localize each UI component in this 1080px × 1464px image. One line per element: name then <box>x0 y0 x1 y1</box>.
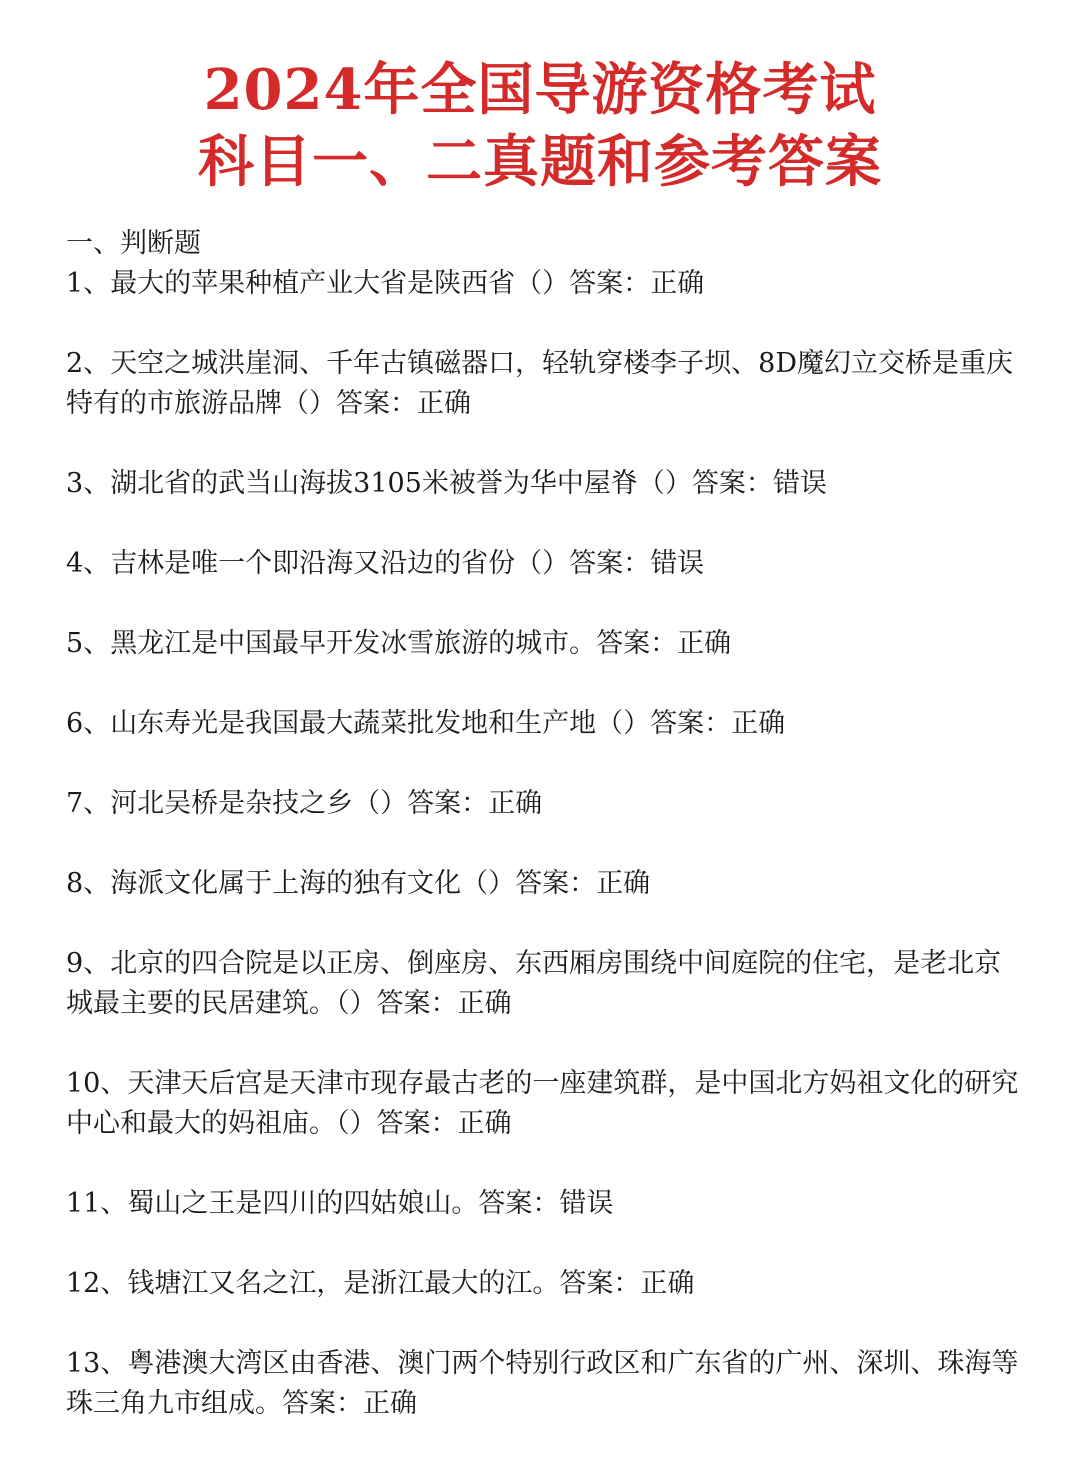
question-list <box>66 264 1026 1424</box>
document-body <box>66 224 1026 1464</box>
question-number: 4、 <box>66 548 111 579</box>
page-title-line1: 2024年全国导游资格考试 <box>203 57 877 123</box>
answer-value: 错误 <box>559 1188 614 1219</box>
question-text: 山东寿光是我国最大蔬菜批发地和生产地（） <box>110 708 651 739</box>
answer-label: 答案： <box>691 468 773 499</box>
answer-label: 答案： <box>515 868 597 899</box>
question-number: 7、 <box>66 788 111 819</box>
question-number: 5、 <box>66 628 111 659</box>
answer-value: 正确 <box>640 1268 695 1299</box>
question-item-3 <box>66 464 1026 504</box>
answer-label: 答案： <box>569 268 651 299</box>
question-item-13 <box>66 1344 1026 1424</box>
question-text: 吉林是唯一个即沿海又沿边的省份（） <box>110 548 570 579</box>
answer-value: 错误 <box>772 468 827 499</box>
question-number: 12、 <box>66 1268 128 1299</box>
answer-label: 答案： <box>559 1268 641 1299</box>
question-item-7 <box>66 784 1026 824</box>
answer-label: 答案： <box>596 628 678 659</box>
answer-value: 正确 <box>488 788 543 819</box>
question-item-9 <box>66 944 1026 1024</box>
question-text: 湖北省的武当山海拔3105米被誉为华中屋脊（） <box>110 468 692 499</box>
answer-value: 正确 <box>731 708 786 739</box>
answer-label: 答案： <box>478 1188 560 1219</box>
question-number: 9、 <box>66 948 111 979</box>
answer-label: 答案： <box>407 788 489 819</box>
answer-label: 答案： <box>282 1388 363 1419</box>
answer-value: 正确 <box>457 988 512 1019</box>
answer-value: 正确 <box>417 388 471 419</box>
answer-value: 错误 <box>650 548 705 579</box>
section-heading: 一、判断题 <box>66 228 201 259</box>
question-number: 10、 <box>66 1068 128 1099</box>
answer-label: 答案： <box>569 548 651 579</box>
question-item-8 <box>66 864 1026 904</box>
question-number: 11、 <box>66 1188 128 1219</box>
question-number: 1、 <box>66 268 111 299</box>
answer-value: 正确 <box>650 268 705 299</box>
question-number: 13、 <box>66 1348 128 1379</box>
question-item-12 <box>66 1264 1026 1304</box>
answer-label: 答案： <box>650 708 732 739</box>
question-number: 8、 <box>66 868 111 899</box>
answer-value: 正确 <box>677 628 732 659</box>
question-item-6 <box>66 704 1026 744</box>
answer-label: 答案： <box>376 988 458 1019</box>
question-text: 蜀山之王是四川的四姑娘山。 <box>127 1188 479 1219</box>
question-text: 天津天后宫是天津市现存最古老的一座建筑群，是中国北方妈祖文化的研究中心和最大的妈祖庙。（） <box>66 1068 1019 1139</box>
question-text: 钱塘江又名之江，是浙江最大的江。 <box>127 1268 560 1299</box>
question-number: 6、 <box>66 708 111 739</box>
answer-value: 正确 <box>457 1108 512 1139</box>
answer-value: 正确 <box>596 868 651 899</box>
page-title-line2: 科目一、二真题和参考答案 <box>198 129 882 195</box>
question-text: 天空之城洪崖洞、千年古镇磁器口，轻轨穿楼李子坝、8D魔幻立交桥是重庆特有的市旅游品牌（） <box>66 348 1014 419</box>
question-text: 最大的苹果种植产业大省是陕西省（） <box>110 268 570 299</box>
answer-value: 正确 <box>363 1388 417 1419</box>
question-text: 河北吴桥是杂技之乡（） <box>110 788 408 819</box>
question-text: 北京的四合院是以正房、倒座房、东西厢房围绕中间庭院的住宅，是老北京城最主要的民居建筑。（） <box>66 948 1002 1019</box>
question-text: 黑龙江是中国最早开发冰雪旅游的城市。 <box>110 628 597 659</box>
question-number: 3、 <box>66 468 111 499</box>
answer-label: 答案： <box>336 388 417 419</box>
question-item-10 <box>66 1064 1026 1144</box>
question-item-4 <box>66 544 1026 584</box>
question-text: 粤港澳大湾区由香港、澳门两个特别行政区和广东省的广州、深圳、珠海等珠三角九市组成。 <box>66 1348 1019 1419</box>
question-item-1 <box>66 264 1026 304</box>
question-item-11 <box>66 1184 1026 1224</box>
question-text: 海派文化属于上海的独有文化（） <box>110 868 516 899</box>
question-item-5 <box>66 624 1026 664</box>
answer-label: 答案： <box>376 1108 458 1139</box>
question-item-2 <box>66 344 1026 424</box>
question-number: 2、 <box>66 348 111 379</box>
